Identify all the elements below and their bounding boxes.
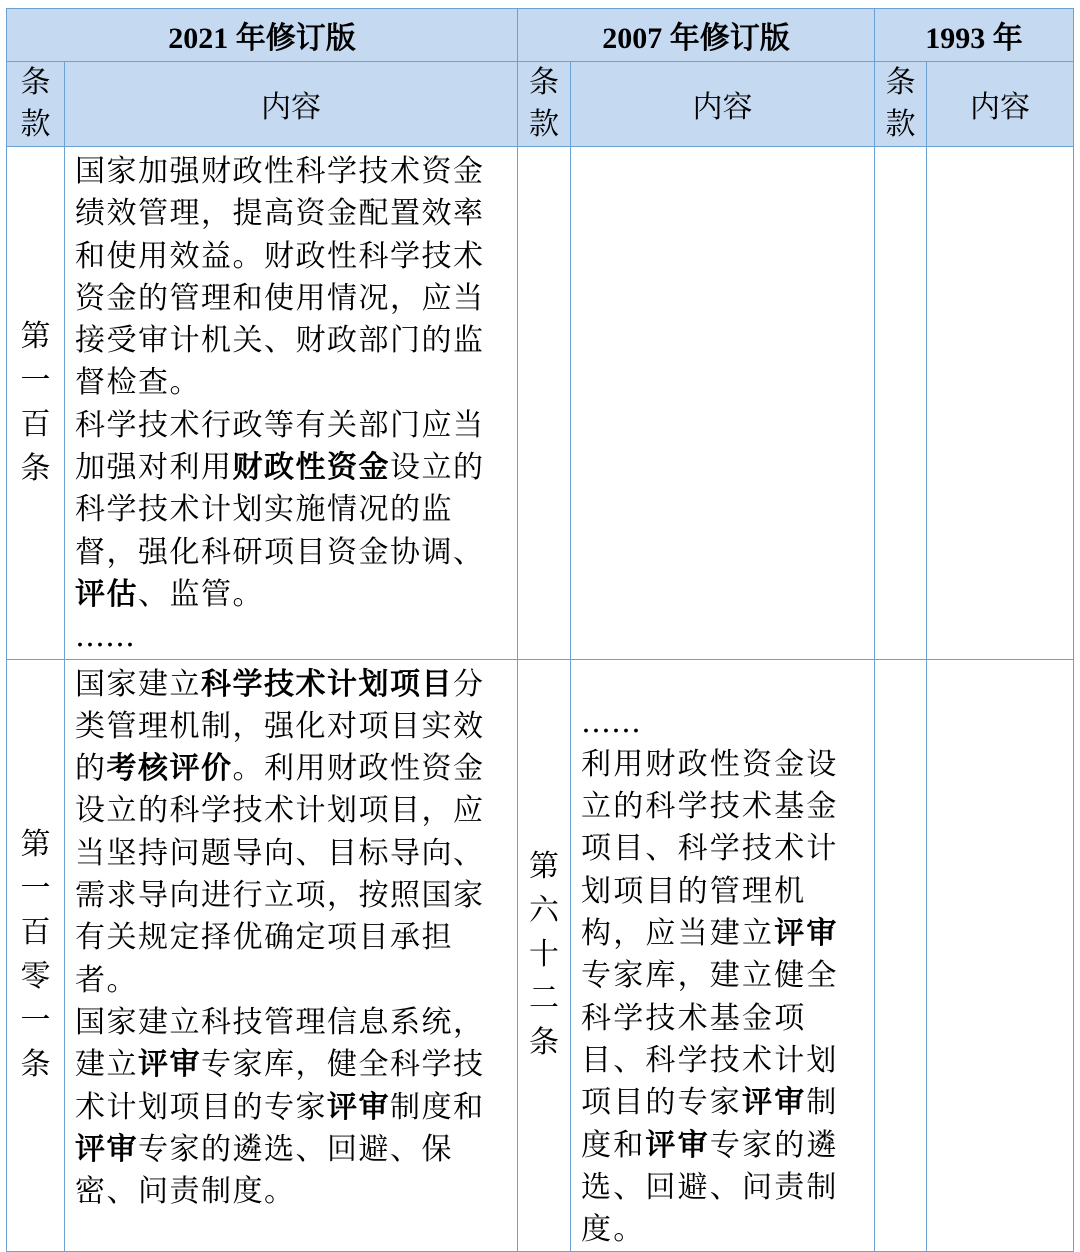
header-2021-version: 2021 年修订版 <box>7 9 518 62</box>
paragraph <box>75 616 509 658</box>
paragraph <box>581 702 868 744</box>
clause-char: 第 <box>529 849 559 885</box>
clause-char: 百 <box>20 915 51 951</box>
text-run: 国家加强财政性科学技术资金绩效管理，提高资金配置效率和使用效益。财政性科学技术资金的管理和使用情况，应当接受审计机关、财政部门的监督检查。 <box>75 154 485 401</box>
clause-header-1993 <box>875 62 927 147</box>
clause-char: 条 <box>20 1047 51 1083</box>
clause-char: 一 <box>20 362 51 398</box>
bold-text: 评审 <box>327 1089 390 1125</box>
text-run: 专家的遴选、回避、保密、问责制度。 <box>75 1131 453 1210</box>
paragraph <box>75 664 509 1002</box>
clause-number-2007 <box>518 147 571 660</box>
content-header-2007: 内容 <box>571 62 875 147</box>
paragraph <box>75 405 509 616</box>
clause-char: 二 <box>529 981 559 1017</box>
text-run: 专家库，建立健全科学技术基金项目、科学技术计划项目的专家 <box>581 958 839 1121</box>
clause-content-2007 <box>571 659 875 1252</box>
header-1993-version: 1993 年 <box>875 9 1074 62</box>
clause-number-2021 <box>7 147 65 660</box>
text-run: 制度和 <box>581 1085 839 1163</box>
bold-text: 评审 <box>645 1127 710 1163</box>
bold-text: 评审 <box>75 1131 138 1167</box>
clause-content-1993 <box>927 659 1074 1252</box>
content-header-1993: 内容 <box>927 62 1074 147</box>
bold-text: 评审 <box>742 1085 807 1121</box>
clause-char: 条 <box>20 450 51 486</box>
clause-char: 十 <box>529 937 559 973</box>
clause-char: 款 <box>20 107 51 142</box>
table-row <box>7 659 1074 1252</box>
clause-char: 条 <box>529 1025 559 1061</box>
clause-char: 条 <box>885 65 916 100</box>
clause-header-2021 <box>7 62 65 147</box>
text-run: 国家建立科技管理信息系统，建立 <box>75 1004 485 1083</box>
paragraph <box>75 151 509 405</box>
law-comparison-table <box>6 8 1074 1252</box>
clause-char: 第 <box>20 827 51 863</box>
bold-text: 考核评价 <box>106 751 233 787</box>
clause-number-1993 <box>875 659 927 1252</box>
clause-char: 六 <box>529 893 559 929</box>
clause-content-2021 <box>65 659 518 1252</box>
clause-header-2007 <box>518 62 571 147</box>
clause-number-2021 <box>7 659 65 1252</box>
clause-char: 一 <box>20 1003 51 1039</box>
clause-char: 条 <box>529 65 559 100</box>
clause-number-2007 <box>518 659 571 1252</box>
bold-text: 评审 <box>774 916 839 952</box>
clause-char: 条 <box>20 65 51 100</box>
content-header-2021: 内容 <box>65 62 518 147</box>
paragraph <box>581 744 868 1252</box>
bold-text: 财政性资金 <box>232 450 390 486</box>
clause-content-1993 <box>927 147 1074 660</box>
text-run: 分类管理机制，强化对项目实效的 <box>75 666 485 787</box>
clause-char: 第 <box>20 318 51 354</box>
column-header-row <box>7 62 1074 147</box>
clause-char: 一 <box>20 871 51 907</box>
bold-text: 评估 <box>75 576 138 612</box>
bold-text: 科学技术计划项目 <box>201 666 453 702</box>
text-run: …… <box>581 704 641 740</box>
clause-char: 款 <box>885 107 916 142</box>
version-header-row <box>7 9 1074 62</box>
clause-char: 零 <box>20 959 51 995</box>
table-row <box>7 147 1074 660</box>
text-run: 利用财政性资金设立的科学技术基金项目、科学技术计划项目的管理机构，应当建立 <box>581 746 839 952</box>
text-run: 专家库，健全科学技术计划项目的专家 <box>75 1047 485 1125</box>
text-run: 制度和 <box>390 1089 485 1125</box>
clause-content-2007 <box>571 147 875 660</box>
bold-text: 评审 <box>138 1047 201 1083</box>
text-run: 。利用财政性资金设立的科学技术计划项目，应当坚持问题导向、目标导向、需求导向进行立项，按照国家有关规定择优确定项目承担者。 <box>75 751 485 998</box>
clause-char: 款 <box>529 107 559 142</box>
text-run: 科学技术行政等有关部门应当加强对利用 <box>75 407 485 486</box>
paragraph <box>75 1002 509 1213</box>
clause-content-2021 <box>65 147 518 660</box>
text-run: 、监管。 <box>138 576 264 612</box>
text-run: 专家的遴选、回避、问责制度。 <box>581 1127 839 1248</box>
header-2007-version: 2007 年修订版 <box>518 9 875 62</box>
text-run: 设立的科学技术计划实施情况的监督，强化科研项目资金协调、 <box>75 450 485 570</box>
clause-number-1993 <box>875 147 927 660</box>
text-run: 国家建立 <box>75 666 201 702</box>
clause-char: 百 <box>20 406 51 442</box>
text-run: …… <box>75 619 135 655</box>
